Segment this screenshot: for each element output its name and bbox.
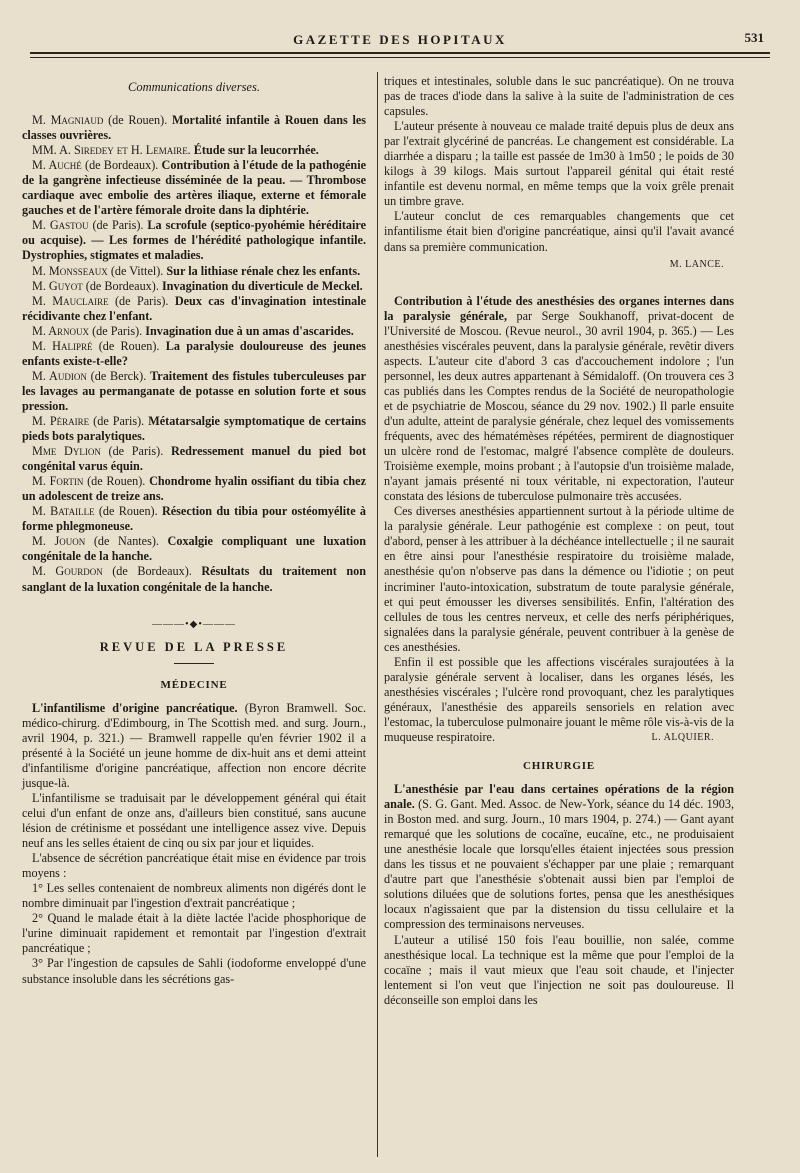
communication-title: Résection du tibia pour ostéomyélite à forme phlegmoneuse. — [22, 504, 366, 534]
paragraph: L'absence de sécrétion pancréatique était mise en évidence par trois moyens : — [22, 851, 366, 881]
communication-title: Deux cas d'invagination intestinale récidivante chez l'enfant. — [22, 293, 366, 323]
article-title: L'infantilisme d'origine pancréatique. — [32, 700, 238, 715]
paragraph: Ces diverses anesthésies appartiennent surtout à la période ultime de la paralysie générale. Leur pathogénie est complexe : on peut, tout d'abord, penser à les attribuer à la déchéance intellectuelle ; il ne saurait en être ainsi pour l'anesthésie respiratoire du troisième malade, anesthésie qu'on n'observe pas dans la démence ou l'idiotie ; on peut incriminer l'auto-intoxication, substratum de toute paralysie générale, et qui peut émousser les diverses sensibilités. Enfin, l'altération des cellules de tous les centres nerveux, et celle des nerfs périphériques, signalées dans la paralysie générale, peuvent contribuer à la genèse de ces anesthésies. — [384, 504, 734, 654]
article-title: L'anesthésie par l'eau dans certaines opérations de la région anale. — [384, 782, 734, 812]
communication-entry — [22, 369, 366, 414]
article-reference: (Byron Bramwell. Soc. médico-chirurg. d'Edimbourg, in The Scottish med. and surg. Journ., avril 1904, p. 321.) — Bramwell rappelle qu'en février 1902 il a présenté à la Société un jeune homme de dix-huit ans et demi atteint d'infantilisme d'origine pancréatique, affection non encore décrite jusque-là. — [22, 700, 367, 790]
communication-entry — [22, 279, 366, 294]
communication-entry — [22, 113, 366, 143]
paragraph: 2° Quand le malade était à la diète lactée l'acide phosphorique de l'urine diminuait rapidement et remontait par l'ingestion d'extrait pancréatique ; — [22, 911, 366, 956]
header-rule-thin — [30, 57, 770, 58]
author-name: M. Halipré — [32, 338, 93, 353]
author-place: (de Berck). — [86, 368, 151, 383]
communication-entry — [22, 504, 366, 534]
author-name: M. Guyot — [32, 278, 83, 293]
communication-entry — [22, 264, 366, 279]
communication-entry — [22, 294, 366, 324]
article-title: Contribution à l'étude des anesthésies des organes internes dans la paralysie générale, — [384, 293, 734, 323]
author-place: (de Rouen). — [92, 338, 166, 353]
author-name: M. Audion — [32, 368, 87, 383]
author-name: Mme Dylion — [32, 444, 101, 459]
communication-title: Redressement manuel du pied bot congénital varus équin. — [22, 444, 366, 474]
paragraph: L'auteur présente à nouveau ce malade traité depuis plus de deux ans par l'extrait glycériné de pancréas. Le changement est considérable. La diarrhée a disparu ; la taille est passée de 1m30 à 1m50 ; le poids de 30 kilogs à 39 kilogs. Mais surtout l'appareil génital qui était resté infantile est devenu normal, en même temps que la voix grêle prenait un timbre grave. — [384, 119, 734, 209]
author-name: M. Mauclaire — [32, 293, 109, 308]
paragraph: 1° Les selles contenaient de nombreux aliments non digérés dont le nombre diminuait par l'ingestion d'extrait pancréatique ; — [22, 881, 366, 911]
author-name: M. Fortin — [32, 474, 84, 489]
author-place: (de Paris). — [88, 218, 148, 233]
author-name: MM. A. Siredey et H. Lemaire. — [32, 143, 194, 158]
article-anesthesies — [384, 294, 734, 505]
right-column — [384, 74, 734, 1008]
communication-title: La scrofule (septico-pyohémie héréditaire ou acquise). — Les formes de l'hérédité pathologique infantile. Dystrophies, stigmates et maladies. — [22, 218, 366, 263]
paragraph: triques et intestinales, soluble dans le suc pancréatique). On ne trouva pas de traces d'iode dans la salive à la suite de l'administration de ces capsules. — [384, 74, 734, 119]
author-name: M. Bataille — [32, 504, 95, 519]
page-header — [30, 28, 770, 54]
communication-title: Invagination due à un amas d'ascarides. — [145, 323, 354, 338]
author-name: M. Arnoux — [32, 323, 90, 338]
author-signature: L. ALQUIER. — [651, 731, 714, 743]
spacer — [384, 272, 734, 294]
paragraph: L'infantilisme se traduisait par le développement général qui était celui d'un enfant de onze ans, d'ailleurs bien constitué, sans aucune lésion de crétinisme et possédant une intelligence assez vive. Depuis neuf ans les selles étaient de cinq ou six par jour et liquides. — [22, 790, 366, 851]
author-place: (de Nantes). — [85, 534, 168, 549]
communication-title: Chondrome hyalin ossifiant du tibia chez un adolescent de treize ans. — [22, 474, 366, 504]
section-flourish: ———•◆•——— — [152, 618, 236, 630]
author-name: M. Monsseaux — [32, 263, 108, 278]
author-name: M. Gourdon — [32, 564, 103, 579]
paragraph-text: Enfin il est possible que les affections viscérales surajoutées à la paralysie générale servent à localiser, dans les organes lésés, les anesthésies viscérales ; l'ulcère rond provoquant, chez les paralytiques généraux, l'anesthésie des appareils sensoriels en relation avec l'estomac, la tuberculose pulmonaire jouant le même rôle vis-à-vis de la muqueuse respiratoire. — [384, 654, 734, 744]
author-name: M. Gastou — [32, 218, 89, 233]
author-name: M. Auché — [32, 158, 82, 173]
short-rule — [174, 663, 214, 664]
author-place: (de Paris). — [89, 323, 146, 338]
communication-entry — [22, 158, 366, 218]
chirurgie-heading: CHIRURGIE — [523, 760, 595, 773]
communication-title: Traitement des fistules tuberculeuses par les lavages au permanganate de potasse en solution forte et sous pression. — [22, 368, 366, 413]
communication-title: Mortalité infantile à Rouen dans les classes ouvrières. — [22, 113, 366, 143]
paragraph: 3° Par l'ingestion de capsules de Sahli (iodoforme enveloppé d'une substance insoluble dans les sécrétions gas- — [22, 956, 366, 986]
author-place: (de Rouen). — [94, 504, 162, 519]
communication-entry — [22, 324, 366, 339]
author-signature: M. LANCE. — [669, 258, 724, 270]
page-number: 531 — [744, 30, 764, 45]
author-place: (de Bordeaux). — [82, 278, 162, 293]
journal-title: GAZETTE DES HOPITAUX — [293, 32, 507, 47]
communication-title: Invagination du diverticule de Meckel. — [161, 278, 363, 293]
medecine-heading: MÉDECINE — [160, 678, 228, 691]
communication-entry — [22, 474, 366, 504]
author-name: M. Péraire — [32, 413, 90, 428]
communication-entry — [22, 218, 366, 263]
communication-title: Sur la lithiase rénale chez les enfants. — [166, 263, 361, 278]
author-place: (de Bordeaux). — [102, 564, 202, 579]
paragraph: L'auteur conclut de ces remarquables changements que cet infantilisme était bien d'origine pancréatique, ainsi qu'il l'avait avancé dans sa première communication. — [384, 209, 734, 254]
communication-entry — [22, 414, 366, 444]
communication-title: Étude sur la leucorrhée. — [193, 143, 319, 158]
paragraph: L'auteur a utilisé 150 fois l'eau bouillie, non salée, comme anesthésique local. La technique est la même que pour l'emploi de la cocaïne ; mais il vaut mieux que l'eau soit chaude, et l'injecter lentement si l'on veut que l'injection ne soit pas douloureuse. Il déconseille son emploi dans les — [384, 932, 734, 1007]
communication-entry — [22, 339, 366, 369]
communication-title: Métatarsalgie symptomatique de certains pieds bots paralytiques. — [22, 413, 367, 444]
communication-title: La paralysie douloureuse des jeunes enfants existe-t-elle? — [22, 338, 366, 368]
author-name: M. Magniaud — [32, 113, 104, 128]
communication-title: Contribution à l'étude de la pathogénie de la gangrène infectieuse disséminée de la peau. — Thrombose cardiaque avec embolie des artères iliaque, externe et fémorale gauches et de l'artère fémorale droite dans la diphtérie. — [22, 158, 366, 218]
paragraph — [384, 655, 734, 745]
header-rule — [30, 52, 770, 54]
author-place: (de Paris). — [100, 444, 171, 459]
article-anesthesie-eau — [384, 782, 734, 932]
article-body: (S. G. Gant. Med. Assoc. de New-York, séance du 14 déc. 1903, in Boston med. and surg. Journ., 10 mars 1904, p. 274.) — Gant ayant remarqué que les solutions de cocaïne, eucaïne, etc., ne produisaient une anesthésie locale que lorsqu'elles étaient injectées sous pression dans les tissus et ne pouvaient s'échapper par une plaie ; remarquant d'autre part que l'anesthésie s'obtenait aussi bien par l'emploi de solutions diluées que de solutions fortes, pensa que les anesthésiques locaux n'agissaient que par la distension du tissu cellulaire et la compression des terminaisons nerveuses. — [384, 797, 734, 932]
author-place: (de Paris). — [89, 413, 149, 428]
communication-title: Résultats du traitement non sanglant de la luxation congénitale de la hanche. — [22, 564, 367, 594]
author-place: (de Paris). — [108, 293, 175, 308]
column-separator — [377, 72, 378, 1157]
communications-subhead: Communications diverses. — [128, 80, 260, 94]
communication-entry — [22, 564, 366, 594]
author-place: (de Vittel). — [107, 263, 167, 278]
communication-entry — [22, 534, 366, 564]
article-body: par Serge Soukhanoff, privat-docent de l'Université de Moscou. (Revue neurol., 30 avril 1904, p. 365.) — Les anesthésies viscérales peuvent, dans la paralysie générale, revêtir divers aspects. L'auteur cite d'abord 3 cas d'accouchement indolore ; l'un personnel, les deux autres appartenant à Sémidaloff. (On trouvera ces 3 cas publiés dans les Comptes rendus de la Société de neuropathologie et de psychiatrie de Moscou, séance du 29 nov. 1902.) Il parle ensuite d'un adulte, atteint de paralysie générale, chez lequel des vomissements fréquents, avec des hématémèses répétées, permirent de diagnostiquer un ulcère rond de l'estomac, malgré l'absence complète de douleurs. Troisième exemple, moins probant ; à l'autopsie d'un troisième malade, n'ayant jamais présenté ni toux véritable, ni expectoration, l'auteur constata des lésions de tuberculose pulmonaire très accusées. — [384, 308, 734, 504]
author-place: (de Rouen). — [103, 113, 172, 128]
communication-entry — [22, 143, 366, 158]
author-place: (de Bordeaux). — [81, 158, 162, 173]
article-infantilisme — [22, 701, 366, 791]
author-name: M. Jouon — [32, 534, 86, 549]
communications-list — [22, 113, 366, 595]
author-place: (de Rouen). — [83, 474, 150, 489]
press-review-heading: REVUE DE LA PRESSE — [99, 639, 289, 654]
left-column — [22, 74, 366, 987]
communication-title: Coxalgie compliquant une luxation congénitale de la hanche. — [22, 534, 367, 564]
communication-entry — [22, 444, 366, 474]
